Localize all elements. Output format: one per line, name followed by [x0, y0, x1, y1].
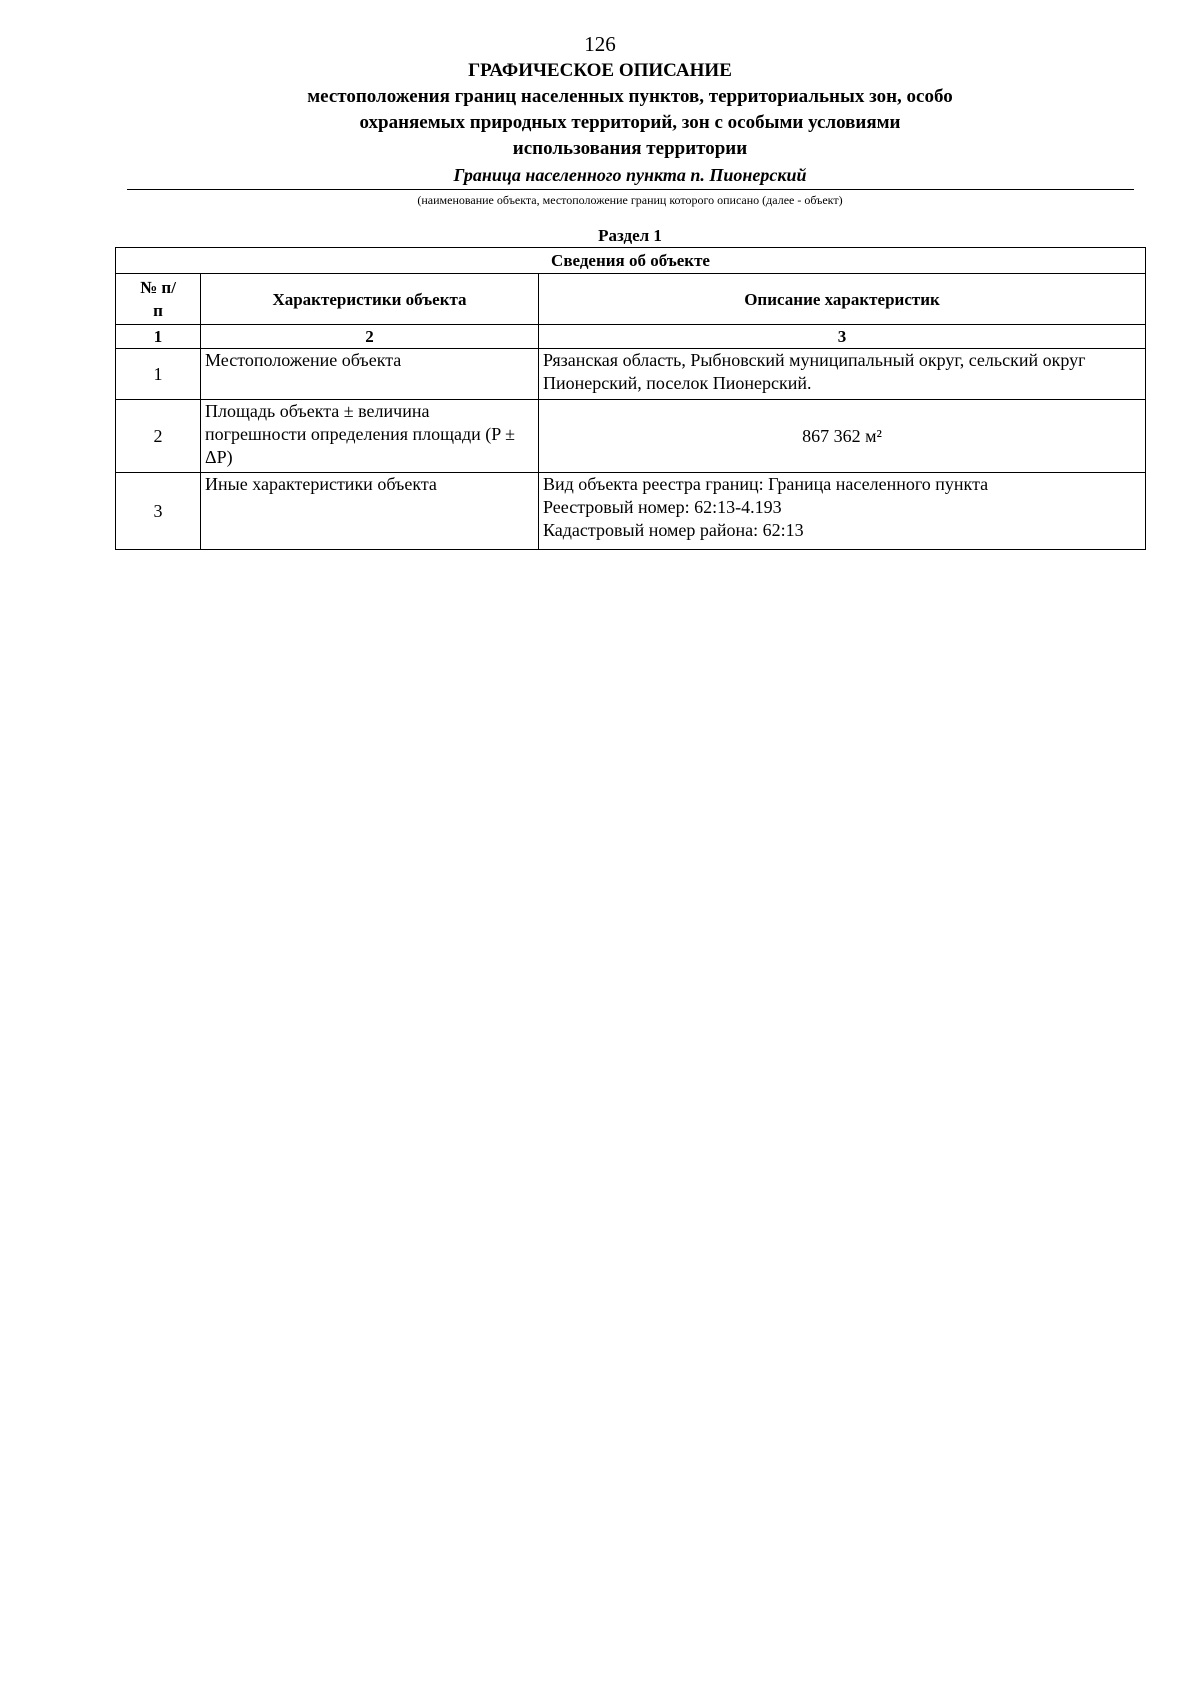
- row-number: 3: [116, 473, 201, 550]
- table-row: [116, 400, 1146, 473]
- document-title: ГРАФИЧЕСКОЕ ОПИСАНИЕ: [468, 60, 732, 81]
- page-number: 126: [584, 32, 616, 56]
- row-description: [539, 473, 1146, 550]
- row-description: [539, 400, 1146, 473]
- object-name-underline: [127, 189, 1134, 190]
- column-header-number: № п/п: [116, 274, 201, 325]
- column-number: 1: [116, 325, 201, 349]
- object-name-caption: (наименование объекта, местоположение границ которого описано (далее - объект): [417, 193, 843, 207]
- row-characteristic: Площадь объекта ± величина погрешности определения площади (P ± ΔP): [201, 400, 539, 473]
- row-description: [539, 349, 1146, 400]
- column-number: 2: [201, 325, 539, 349]
- column-number-row: [116, 325, 1146, 349]
- description-line: Кадастровый номер района: 62:13: [543, 520, 804, 540]
- document-subtitle: местоположения границ населенных пунктов, территориальных зон, особо охраняемых природных территорий, зон с особыми условиями использования территории: [307, 86, 953, 159]
- object-name: Граница населенного пункта п. Пионерский: [453, 165, 807, 185]
- description-line: Вид объекта реестра границ: Граница населенного пункта: [543, 474, 989, 494]
- table-caption-row: [116, 248, 1146, 274]
- table-row: [116, 473, 1146, 550]
- column-number: 3: [539, 325, 1146, 349]
- object-info-table: [115, 247, 1146, 550]
- table-header-row: [116, 274, 1146, 325]
- description-line: Рязанская область, Рыбновский муниципальный округ, сельский округ Пионерский, поселок Пионерский.: [543, 350, 1086, 393]
- table-caption: Сведения об объекте: [116, 248, 1146, 274]
- row-number: 2: [116, 400, 201, 473]
- row-characteristic: Местоположение объекта: [201, 349, 539, 400]
- column-header-characteristic: Характеристики объекта: [201, 274, 539, 325]
- row-characteristic: Иные характеристики объекта: [201, 473, 539, 550]
- description-line: 867 362 м²: [802, 425, 882, 446]
- row-number: 1: [116, 349, 201, 400]
- description-line: Реестровый номер: 62:13-4.193: [543, 497, 782, 517]
- section-title: Раздел 1: [598, 226, 662, 245]
- table-row: [116, 349, 1146, 400]
- column-header-description: Описание характеристик: [539, 274, 1146, 325]
